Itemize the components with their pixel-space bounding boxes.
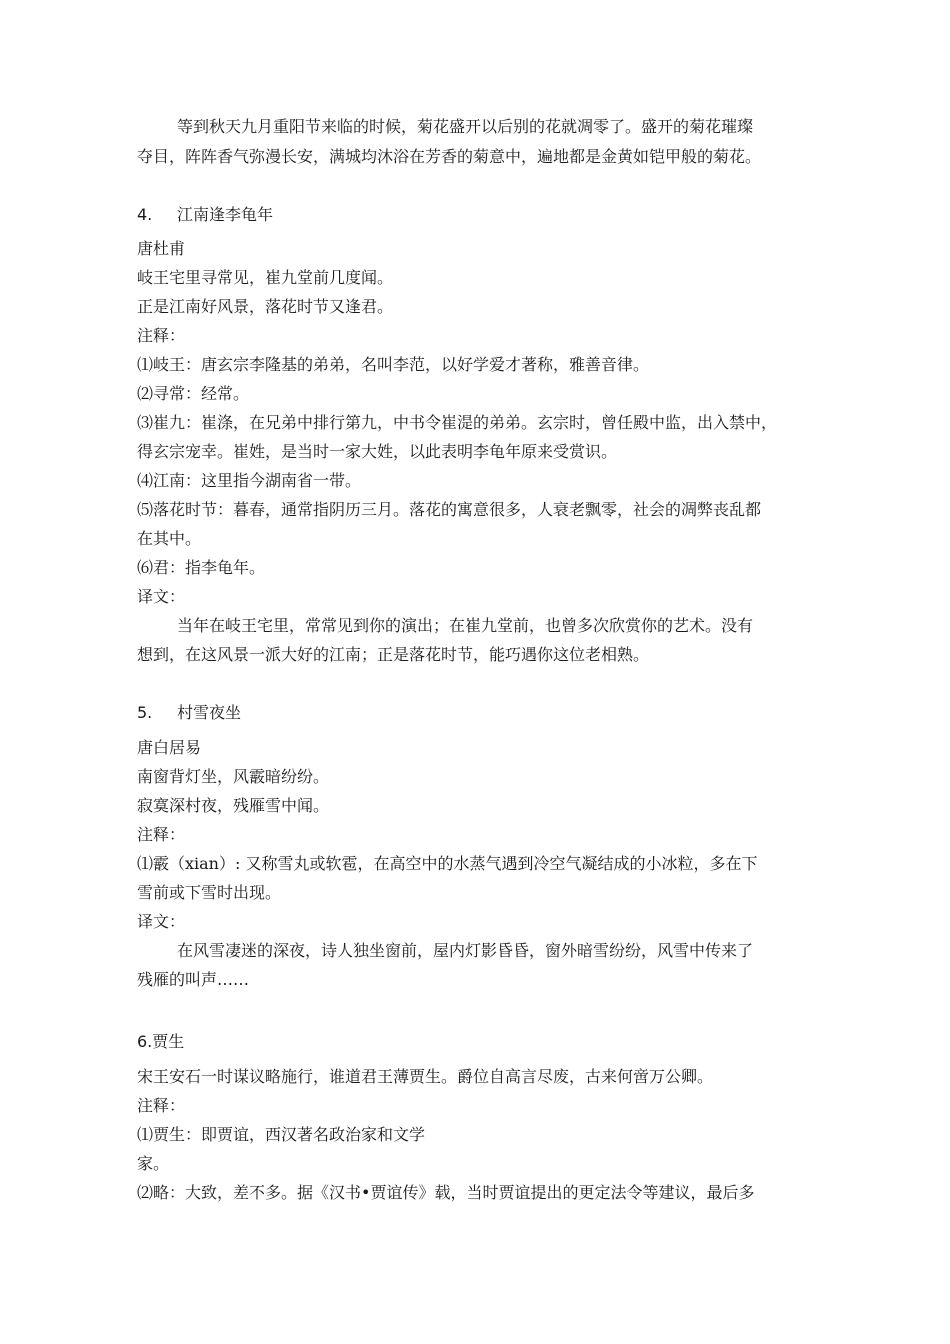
s5-poem-line-1: 南窗背灯坐，风霰暗纷纷。 <box>137 767 330 786</box>
section-4-number: 4. <box>137 205 153 224</box>
section-4-heading <box>137 204 827 226</box>
s5-note-1-cont: 雪前或下雪时出现。 <box>137 883 282 902</box>
s4-notes-label: 注释： <box>137 326 186 345</box>
s5-poem-line-2: 寂寞深村夜，残雁雪中闻。 <box>137 796 330 815</box>
s5-translation-label: 译文： <box>137 912 186 931</box>
s4-translation-line-1: 当年在岐王宅里，常常见到你的演出；在崔九堂前，也曾多次欣赏你的艺术。没有 <box>177 616 754 635</box>
s5-translation-line-2: 残雁的叫声…… <box>137 970 250 989</box>
s3-translation-line-1: 等到秋天九月重阳节来临的时候，菊花盛开以后别的花就凋零了。盛开的菊花璀璨 <box>177 117 754 136</box>
s5-author: 唐白居易 <box>137 738 202 757</box>
s5-translation-line-1: 在风雪凄迷的深夜，诗人独坐窗前，屋内灯影昏昏，窗外暗雪纷纷，风雪中传来了 <box>177 941 754 960</box>
section-5-heading <box>137 702 827 724</box>
s6-note-1: ⑴贾生：即贾谊，西汉著名政治家和文学 <box>137 1125 426 1144</box>
s4-poem-line-1: 岐王宅里寻常见，崔九堂前几度闻。 <box>137 268 394 287</box>
section-5-number: 5. <box>137 703 153 722</box>
s4-note-1: ⑴岐王：唐玄宗李隆基的弟弟，名叫李范，以好学爱才著称，雅善音律。 <box>137 355 650 374</box>
section-5-title: 村雪夜坐 <box>177 703 242 722</box>
s3-translation-line-2: 夺目，阵阵香气弥漫长安，满城均沐浴在芳香的菊意中，遍地都是金黄如铠甲般的菊花。 <box>137 147 762 166</box>
s4-note-2: ⑵寻常：经常。 <box>137 384 250 403</box>
s4-author: 唐杜甫 <box>137 239 186 258</box>
s5-note-1: ⑴霰（xian）: 又称雪丸或软雹，在高空中的水蒸气遇到冷空气凝结成的小冰粒，多在下 <box>137 854 758 873</box>
section-6-title: 6.贾生 <box>137 1032 185 1051</box>
s6-note-2: ⑵略：大致，差不多。据《汉书•贾谊传》载，当时贾谊提出的更定法令等建议，最后多 <box>137 1183 755 1202</box>
s6-poem: 宋王安石一时谋议略施行，谁道君王薄贾生。爵位自高言尽废，古来何啻万公卿。 <box>137 1067 714 1086</box>
s4-translation-line-2: 想到，在这风景一派大好的江南；正是落花时节，能巧遇你这位老相熟。 <box>137 645 650 664</box>
s4-note-3-cont: 得玄宗宠幸。崔姓，是当时一家大姓，以此表明李龟年原来受赏识。 <box>137 442 618 461</box>
section-4-title: 江南逢李龟年 <box>177 205 274 224</box>
s4-note-3: ⑶崔九：崔涤，在兄弟中排行第九，中书令崔湜的弟弟。玄宗时，曾任殿中监，出入禁中， <box>137 413 778 432</box>
s4-note-6: ⑹君：指李龟年。 <box>137 558 266 577</box>
s6-notes-label: 注释： <box>137 1096 186 1115</box>
s4-note-5: ⑸落花时节：暮春，通常指阴历三月。落花的寓意很多，人衰老飘零，社会的凋弊丧乱都 <box>137 500 762 519</box>
s4-poem-line-2: 正是江南好风景，落花时节又逢君。 <box>137 297 394 316</box>
s4-translation-label: 译文： <box>137 587 186 606</box>
s5-notes-label: 注释： <box>137 825 186 844</box>
s6-note-1-cont: 家。 <box>137 1154 170 1173</box>
s4-note-4: ⑷江南：这里指今湖南省一带。 <box>137 471 362 490</box>
s4-note-5-cont: 在其中。 <box>137 529 202 548</box>
